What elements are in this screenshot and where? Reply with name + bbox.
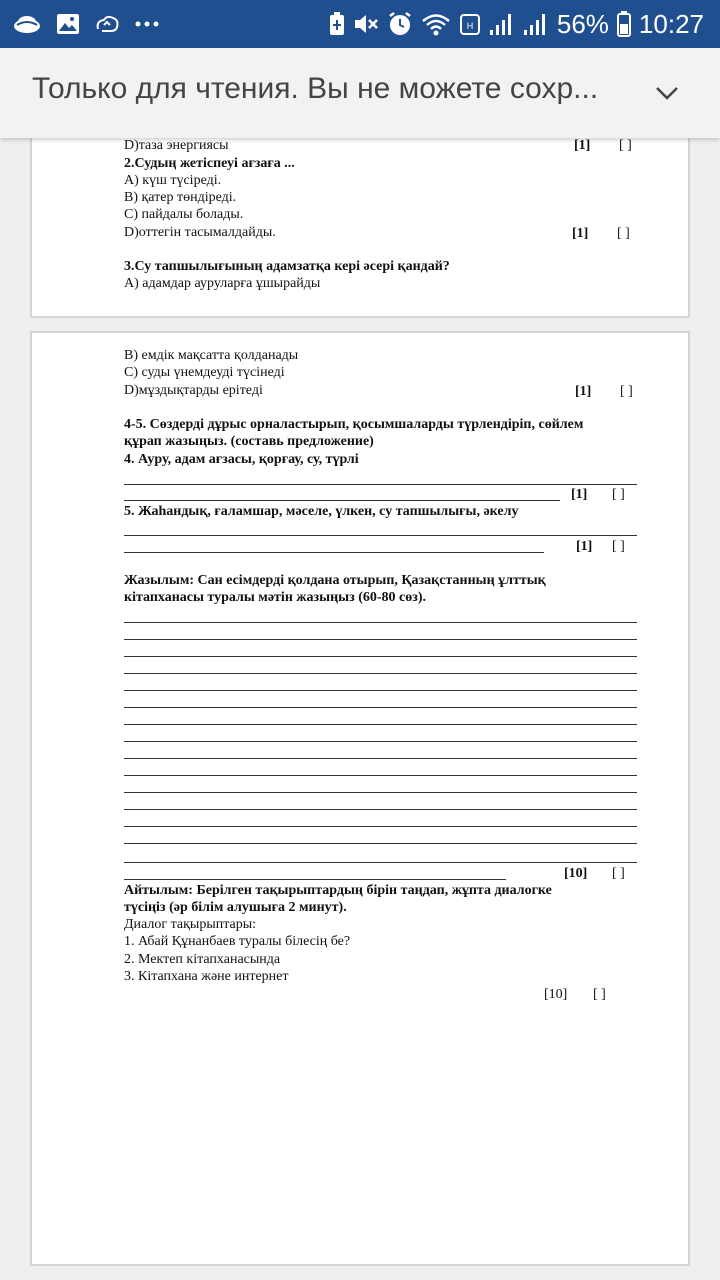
writing-line[interactable]: [124, 758, 637, 759]
more-dots-icon: [134, 20, 160, 28]
answer-line[interactable]: [124, 552, 544, 553]
writing-line[interactable]: [124, 690, 637, 691]
mute-icon: [353, 12, 379, 36]
writing-line[interactable]: [124, 639, 637, 640]
task-5-words: 5. Жаһандық, ғаламшар, мәселе, үлкен, су тапшылығы, әкелу: [124, 504, 519, 519]
checkbox[interactable]: [ ]: [593, 987, 606, 1002]
writing-line[interactable]: [124, 775, 637, 776]
dialog-topic: 3. Кітапхана және интернет: [124, 969, 289, 984]
question-2-title: 2.Судың жетіспеуі ағзаға ...: [124, 156, 295, 171]
writing-line[interactable]: [124, 879, 506, 880]
writing-line[interactable]: [124, 707, 637, 708]
document-page-2: [30, 331, 690, 1266]
banner-title: Только для чтения. Вы не можете сохр...: [32, 72, 599, 105]
chevron-down-icon[interactable]: [652, 78, 682, 108]
score: [10]: [544, 987, 568, 1002]
option-a: А) күш түсіреді.: [124, 173, 222, 188]
signal-icon: [523, 12, 549, 36]
svg-text:H: H: [466, 21, 474, 31]
score: [1]: [576, 539, 593, 554]
option-c: С) суды үнемдеуді түсінеді: [124, 365, 285, 380]
option-d: D)оттегін тасымалдайды.: [124, 225, 276, 240]
battery-percent: 56%: [556, 8, 609, 39]
checkbox[interactable]: [ ]: [612, 487, 625, 502]
dialog-topics-header: Диалог тақырыптары:: [124, 917, 257, 932]
writing-line[interactable]: [124, 792, 637, 793]
score: [1]: [575, 384, 592, 399]
option-d: D)мұздықтарды ерітеді: [124, 383, 263, 398]
option-a: А) адамдар ауруларға ұшырайды: [124, 276, 321, 291]
status-left-icons: [12, 8, 160, 40]
speaking-task-instruction: түсіңіз (әр білім алушыға 2 минут).: [124, 900, 347, 915]
answer-line[interactable]: [124, 500, 560, 501]
battery-icon: [617, 11, 631, 37]
writing-line[interactable]: [124, 862, 637, 863]
alarm-icon: [387, 11, 413, 37]
dialog-topic: 2. Мектеп кітапханасында: [124, 952, 281, 967]
option-c: С) пайдалы болады.: [124, 207, 244, 222]
task-45-instruction: 4-5. Сөздерді дұрыс орналастырып, қосымшаларды түрлендіріп, сөйлем: [124, 417, 584, 432]
writing-line[interactable]: [124, 673, 637, 674]
status-bar: [0, 0, 720, 48]
task-4-words: 4. Ауру, адам ағзасы, қорғау, су, түрлі: [124, 452, 359, 467]
checkbox[interactable]: [ ]: [620, 384, 633, 399]
question-3-title: 3.Су тапшылығының адамзатқа кері әсері қандай?: [124, 259, 450, 274]
writing-line[interactable]: [124, 843, 637, 844]
speaking-task-instruction: Айтылым: Берілген тақырыптардың бірін таңдап, жұпта диалогке: [124, 883, 552, 898]
option-d: D)таза энергиясы: [124, 138, 229, 153]
writing-line[interactable]: [124, 724, 637, 725]
sync-icon: [94, 13, 120, 35]
answer-line[interactable]: [124, 484, 637, 485]
checkbox[interactable]: [ ]: [617, 226, 630, 241]
checkbox[interactable]: [ ]: [612, 539, 625, 554]
writing-line[interactable]: [124, 809, 637, 810]
writing-task-instruction: кітапханасы туралы мәтін жазыңыз (60-80 сөз).: [124, 590, 427, 605]
writing-line[interactable]: [124, 656, 637, 657]
writing-line[interactable]: [124, 826, 637, 827]
read-only-banner: [0, 48, 720, 138]
answer-line[interactable]: [124, 535, 637, 536]
option-b: В) емдік мақсатта қолданады: [124, 348, 299, 363]
writing-task-instruction: Жазылым: Сан есімдерді қолдана отырып, Қазақстанның ұлттық: [124, 573, 546, 588]
task-45-instruction: құрап жазыңыз. (составь предложение): [124, 434, 374, 449]
dialog-topic: 1. Абай Құнанбаев туралы білесің бе?: [124, 934, 351, 949]
clock: 10:27: [638, 8, 704, 39]
cloud-icon: [12, 13, 42, 35]
score: [1]: [574, 138, 591, 153]
option-b: В) қатер төндіреді.: [124, 190, 237, 205]
signal-icon: [489, 12, 515, 36]
writing-line[interactable]: [124, 622, 637, 623]
status-right-icons: [329, 8, 704, 40]
score: [1]: [571, 487, 588, 502]
battery-saver-icon: [329, 12, 345, 36]
score: [10]: [564, 866, 588, 881]
score: [1]: [572, 226, 589, 241]
gallery-icon: [56, 12, 80, 36]
writing-line[interactable]: [124, 741, 637, 742]
hd-icon: [459, 12, 481, 36]
wifi-icon: [421, 12, 451, 36]
checkbox[interactable]: [ ]: [612, 866, 625, 881]
checkbox[interactable]: [ ]: [619, 138, 632, 153]
